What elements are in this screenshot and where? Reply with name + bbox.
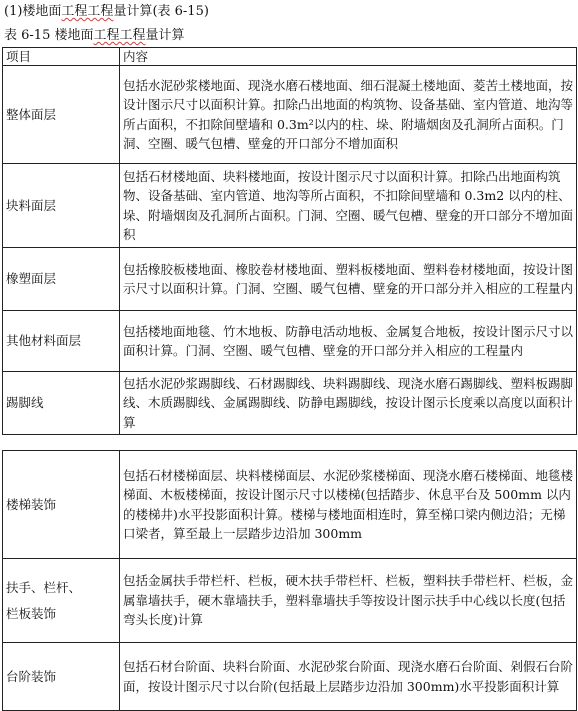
quantity-table-part-1 xyxy=(2,47,577,435)
section-heading-underlined: 工程工程 xyxy=(61,4,114,19)
table-row xyxy=(3,311,577,372)
row-item-line-2: 栏板装饰 xyxy=(6,605,57,621)
row-item: 块料面层 xyxy=(3,164,120,248)
row-item: 其他材料面层 xyxy=(3,311,120,372)
table-caption-suffix: 量计算 xyxy=(145,28,185,43)
table-row xyxy=(3,559,577,643)
row-content: 包括水泥砂浆楼地面、现浇水磨石楼地面、细石混凝土楼地面、菱苦土楼地面，按设计图示尺寸以面积计算。扣除凸出地面的构筑物、设备基础、室内管道、地沟等所占面积，不扣除间壁墙和 0.3m²以内的柱、垛、附墙烟囱及孔洞所占面积。门洞、空圈、暖气包槽、壁龛的开口部分不增加面积 xyxy=(120,66,577,164)
table-row xyxy=(3,66,577,164)
row-content: 包括金属扶手带栏杆、栏板，硬木扶手带栏杆、栏板，塑料扶手带栏杆、栏板，金属靠墙扶手，硬木靠墙扶手，塑料靠墙扶手等按设计图示扶手中心线以长度(包括弯头长度)计算 xyxy=(120,559,577,643)
row-item: 台阶装饰 xyxy=(3,643,120,711)
table-row xyxy=(3,451,577,559)
row-item: 踢脚线 xyxy=(3,372,120,435)
table-caption-prefix: 表 6-15 楼地面 xyxy=(4,28,94,43)
table-row xyxy=(3,248,577,311)
row-item-line-1: 扶手、栏杆、 xyxy=(6,579,82,595)
table-header-row xyxy=(3,48,577,66)
table-row xyxy=(3,164,577,248)
table-caption-underlined: 工程工程 xyxy=(93,28,146,43)
row-content: 包括水泥砂浆踢脚线、石材踢脚线、块料踢脚线、现浇水磨石踢脚线、塑料板踢脚线、木质踢脚线、金属踢脚线、防静电踢脚线，按设计图示长度乘以高度以面积计算 xyxy=(120,372,577,435)
table-caption xyxy=(4,28,185,44)
row-content: 包括石材楼地面、块料楼地面，按设计图示尺寸以面积计算。扣除凸出地面构筑物、设备基础、室内管道、地沟等所占面积，不扣除间壁墙和 0.3m2 以内的柱、垛、附墙烟囱及孔洞所占面积。门洞、空圈、暖气包槽、壁龛的开口部分不增加面积 xyxy=(120,164,577,248)
row-item: 整体面层 xyxy=(3,66,120,164)
row-content: 包括石材楼梯面层、块料楼梯面层、水泥砂浆楼梯面、现浇水磨石楼梯面、地毯楼梯面、木板楼梯面，按设计图示尺寸以楼梯(包括踏步、休息平台及 500mm 以内的楼梯井)水平投影面积计算。楼梯与楼地面相连时，算至梯口梁内侧边沿；无梯口梁者，算至最上一层踏步边沿加 300mm xyxy=(120,451,577,559)
table-row xyxy=(3,643,577,711)
row-content: 包括石材台阶面、块料台阶面、水泥砂浆台阶面、现浇水磨石台阶面、剁假石台阶面，按设计图示尺寸以台阶(包括最上层踏步边沿加 300mm)水平投影面积计算 xyxy=(120,643,577,711)
table-row xyxy=(3,372,577,435)
row-content: 包括橡胶板楼地面、橡胶卷材楼地面、塑料板楼地面、塑料卷材楼地面，按设计图示尺寸以面积计算。门洞、空圈、暖气包槽、壁龛的开口部分并入相应的工程量内 xyxy=(120,248,577,311)
header-item: 项目 xyxy=(3,48,120,66)
section-heading-prefix: (1)楼地面 xyxy=(4,4,62,19)
row-item: 橡塑面层 xyxy=(3,248,120,311)
row-item: 楼梯装饰 xyxy=(3,451,120,559)
row-item xyxy=(3,559,120,643)
row-content: 包括楼地面地毯、竹木地板、防静电活动地板、金属复合地板，按设计图示尺寸以面积计算。门洞、空圈、暖气包槽、壁龛的开口部分并入相应的工程量内 xyxy=(120,311,577,372)
header-content: 内容 xyxy=(120,48,577,66)
section-heading-suffix: 量计算(表 6-15) xyxy=(113,4,209,19)
section-heading xyxy=(4,4,209,20)
quantity-table-part-2 xyxy=(2,450,577,711)
